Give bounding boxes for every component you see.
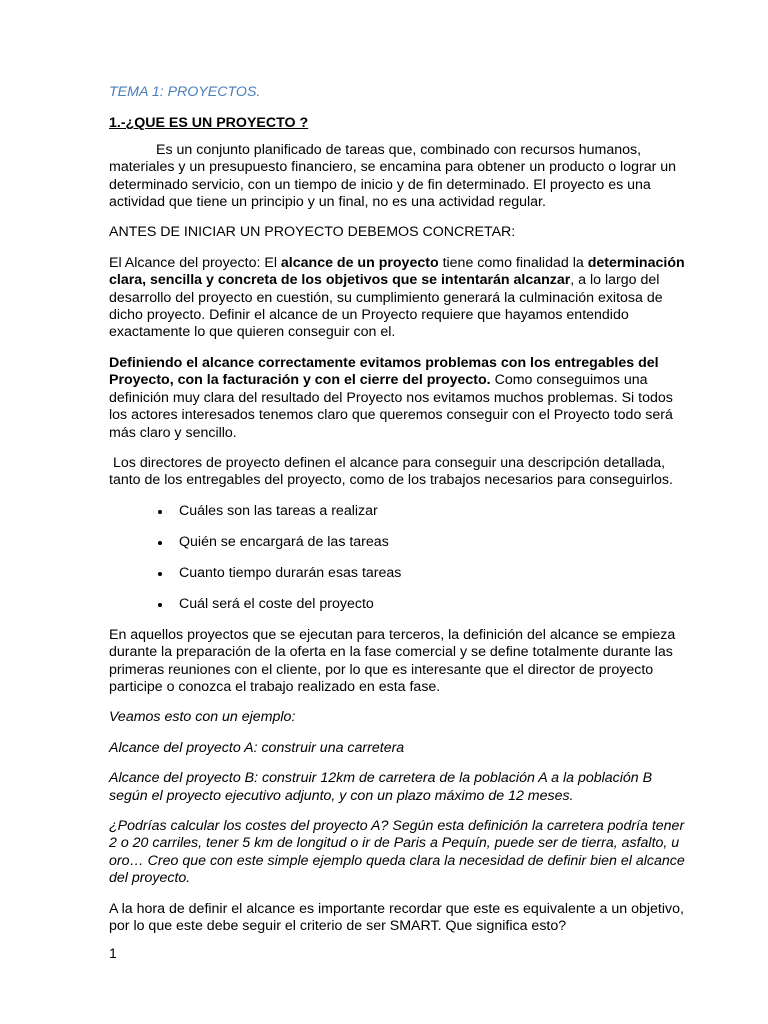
list-item-text: Quién se encargará de las tareas [179, 533, 389, 550]
list-item [109, 565, 688, 582]
bullet-icon [158, 572, 162, 576]
list-item-text: Cuáles son las tareas a realizar [179, 502, 378, 519]
page-number: 1 [109, 946, 117, 962]
paragraph-third-parties: En aquellos proyectos que se ejecutan para terceros, la definición del alcance se empieza durante la preparación de la oferta en la fase comercial y se define totalmente durante las primeras reuniones con el cliente, por lo que es interesante que el director de proyecto participe o conozca el trabajo realizado en esta fase. [109, 626, 676, 695]
list-item [109, 534, 688, 551]
defining-scope-bold: Definiendo el alcance correctamente evitamos problemas con los entregables del Proyecto, con la facturación y con el cierre del proyecto. [109, 354, 659, 389]
paragraph-example-b: Alcance del proyecto B: construir 12km de carretera de la población A a la población B según el proyecto ejecutivo adjunto, y con un plazo máximo de 12 meses. [109, 770, 653, 804]
paragraph-example-a: Alcance del proyecto A: construir una carretera [109, 739, 405, 756]
bullet-list [109, 503, 688, 613]
scope-bold-b: alcance de un proyecto [280, 254, 439, 271]
paragraph-directors: Los directores de proyecto definen el alcance para conseguir una descripción detallada, tanto de los entregables del proyecto, como de los trabajos necesarios para conseguirlos. [109, 454, 673, 489]
paragraph-example-question: ¿Podrías calcular los costes del proyecto A? Según esta definición la carretera podría tener 2 o 20 carriles, tener 5 km de longitud o ir de Paris a Pequín, puede ser de tierra, asfalto, u oro… Creo que con este simple ejemplo queda clara la necesidad de definir bien el alcance del proyecto. [109, 817, 685, 887]
scope-text-a: El Alcance del proyecto: El [109, 254, 281, 271]
scope-bold-d: determinación clara, sencilla y concreta de los objetivos que se intentarán alcanzar [109, 254, 685, 289]
list-item-text: Cuál será el coste del proyecto [179, 595, 374, 612]
paragraph-scope [109, 255, 688, 342]
paragraph-smart: A la hora de definir el alcance es importante recordar que este es equivalente a un objetivo, por lo que este debe seguir el criterio de ser SMART. Que significa esto? [109, 900, 684, 934]
list-item [109, 596, 688, 613]
bullet-icon [158, 510, 162, 514]
page-title: TEMA 1: PROYECTOS. [109, 84, 261, 100]
paragraph-example-intro: Veamos esto con un ejemplo: [109, 709, 296, 726]
scope-text-c: tiene como finalidad la [438, 254, 588, 271]
scope-text-e: , a lo largo del desarrollo del proyecto en cuestión, su cumplimiento generará la culminación exitosa de dicho proyecto. Definir el alcance de un Proyecto requiere que hayamos entendido exactamente lo que quieren conseguir con el. [109, 272, 663, 341]
list-item-text: Cuanto tiempo durarán esas tareas [179, 564, 402, 581]
section-heading: 1.-¿QUE ES UN PROYECTO ? [109, 115, 309, 132]
paragraph-definition: Es un conjunto planificado de tareas que, combinado con recursos humanos, materiales y un presupuesto financiero, se encamina para obtener un producto o lograr un determinado servicio, con un tiempo de inicio y de fin determinado. El proyecto es una actividad que tiene un principio y un final, no es una actividad regular. [109, 141, 677, 211]
list-item [109, 503, 688, 520]
defining-scope-rest: Como conseguimos una definición muy clara del resultado del Proyecto nos evitamos muchos problemas. Si todos los actores interesados tenemos claro que queremos conseguir con el Proyecto todo será más claro y sencillo. [109, 372, 673, 441]
bullet-icon [158, 603, 162, 607]
paragraph-defining-scope [109, 355, 688, 442]
bullet-icon [158, 541, 162, 545]
paragraph-before-start: ANTES DE INICIAR UN PROYECTO DEBEMOS CONCRETAR: [109, 224, 516, 241]
